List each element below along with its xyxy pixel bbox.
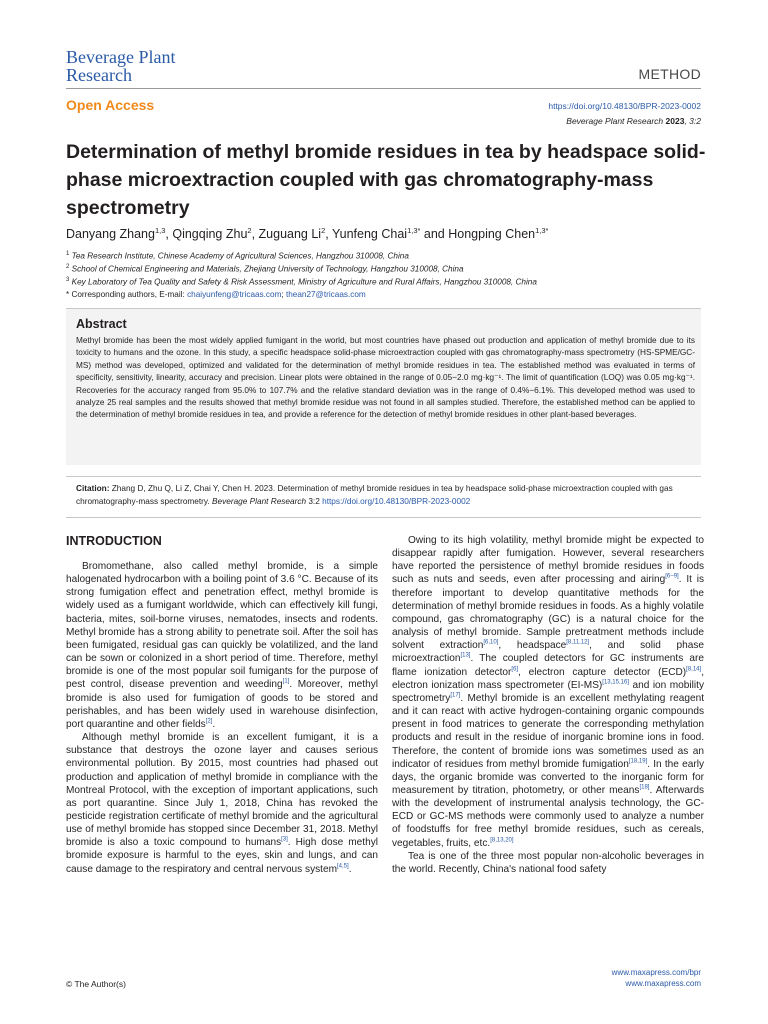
- citation-text: Citation: Zhang D, Zhu Q, Li Z, Chai Y, Chen H. 2023. Determination of methyl bromide residues in tea by headspace solid-phase microextraction coupled with gas chromatography-mass spectrometry. Beverage Plant Research 3:2 https://doi.org/10.48130/BPR-2023-0002: [76, 484, 673, 506]
- reference-link[interactable]: [3]: [281, 836, 288, 843]
- reference-link[interactable]: [17]: [450, 692, 461, 699]
- body-paragraph: Tea is one of the three most popular non-alcoholic beverages in the world. Recently, China's national food safety: [392, 850, 704, 875]
- reference-link[interactable]: [18,19]: [628, 758, 648, 765]
- author-name: Zuguang Li: [258, 227, 322, 242]
- copyright-notice: © The Author(s): [66, 979, 126, 989]
- citation-section: [66, 476, 701, 518]
- email-link[interactable]: chaiyunfeng@tricaas.com: [187, 289, 282, 299]
- author-affiliation-marker: 1,3: [154, 226, 166, 235]
- journal-cite-volume: , 3:2: [684, 116, 701, 126]
- abstract-section: [66, 308, 701, 465]
- reference-link[interactable]: [6,10]: [483, 639, 499, 646]
- body-paragraph: Owing to its high volatility, methyl bromide might be expected to disappear rapidly after fumigation. However, several researchers have reported the persistence of methyl bromide residues in foods such as nuts and seeds, even after processing and airing[6−9]. It is therefore important to develop quantitative methods for the determination of methyl bromide residues in foods. As a highly volatile compound, gas chromatography (GC) is a natural choice for the analysis of methyl bromide. Sample pretreatment methods include solvent extraction[6,10], headspace[8,11,12], and solid phase microextraction[13]. The coupled detectors for GC instruments are flame ionization detector[6], electron capture detector (ECD)[8,14], electron ionization mass spectrometer (EI-MS)[13,15,16] and ion mobility spectrometry[17]. Methyl bromide is an excellent methylating reagent and it can react with active hydrogen-containing organic compounds present in food matrices to generate the corresponding methylation products and result in the residue of inorganic bromine ions in food. Therefore, the content of bromide ions was sometimes used as an indicator of residues from methyl bromide fumigation[18,19]. In the early days, the organic bromide was converted to the inorganic form for measurement by titration, photometry, or other means[18]. Afterwards with the development of instrumental analysis technology, the GC-ECD or GC-MS methods were commonly used to analyze a number of foodstuffs for free methyl bromide residues, such as cereals, vegetables, fruits, etc.[8,13,20]: [392, 535, 705, 849]
- reference-link[interactable]: [6−9]: [665, 574, 679, 581]
- journal-logo-line1: Beverage Plant: [66, 47, 176, 67]
- right-column: [392, 534, 704, 876]
- section-heading-introduction: INTRODUCTION: [66, 534, 162, 548]
- reference-link[interactable]: [8,13,20]: [490, 837, 514, 844]
- reference-link[interactable]: [8,11,12]: [566, 639, 590, 646]
- author-list: Danyang Zhang$^{1,3}$, Qingqing Zhu$^2$, Zuguang Li$^2$, Yunfeng Chai$^{1,3*}$ and Hongping Chen$^{1,3*}$: [66, 226, 549, 242]
- journal-citation-line: [566, 116, 701, 126]
- article-type-label: METHOD: [638, 66, 701, 82]
- author-name: Danyang Zhang: [66, 227, 155, 242]
- left-column: [66, 534, 378, 876]
- author-affiliation-marker: 1,3*: [407, 226, 421, 235]
- footer-links: [612, 967, 701, 989]
- journal-logo[interactable]: [66, 48, 175, 84]
- author-name: Yunfeng Chai: [332, 227, 408, 242]
- affiliation-item: $^3$ Key Laboratory of Tea Quality and Safety & Risk Assessment, Ministry of Agriculture and Rural Affairs, Hangzhou 310008, China: [66, 277, 537, 288]
- affiliations: [66, 249, 537, 300]
- body-paragraph: Bromomethane, also called methyl bromide, is a simple halogenated hydrocarbon with a boiling point of 3.6 °C. Because of its strong fumigation effect and penetration effect, methyl bromide is widely used as a fumigant worldwide, which can effectively kill fungi, bacteria, mites, soil-borne viruses, nematodes, insects and rodents. Methyl bromide has a strong ability to penetrate soil. After the soil has been fumigated, residual gas can quickly be volatilized, and the land can be sown or colonized in a short period of time. Therefore, methyl bromide is one of the most popular soil fumigants for the purpose of pest control, disease prevention and weeding[1]. Moreover, methyl bromide is also used for fumigation of goods to be stored and perishables, and has been widely used in warehouse disinfection, port quarantine and other fields[2].: [66, 561, 378, 730]
- affiliation-item: $^1$ Tea Research Institute, Chinese Academy of Agricultural Sciences, Hangzhou 310008, China: [66, 251, 409, 261]
- reference-link[interactable]: [2]: [205, 718, 213, 725]
- corresponding-authors: * Corresponding authors, E-mail: chaiyunfeng@tricaas.com; thean27@tricaas.com: [66, 289, 366, 299]
- open-access-label: Open Access: [66, 97, 155, 113]
- abstract-text: Methyl bromide has been the most widely applied fumigant in the world, but most countries have phased out production and application of methyl bromide due to its toxicity to humans and the ozone. In this study, a specific headspace solid-phase microextraction coupled with gas chromatography-mass spectrometry (HS-SPME/GC-MS) method was developed, optimized and validated for the determination of methyl bromide residues in tea. The established method was evaluated in terms of specificity, sensitivity, linearity, accuracy and precision. Linear plots were obtained in the range of 0.05−2.0 mg·kg⁻¹. The limit of quantification (LOQ) was 0.05 mg·kg⁻¹. Recoveries for the accuracy ranged from 95.0% to 107.7% and the relative standard deviation was in the range of 0.4%−6.1%. This developed method was used to analyze 25 real samples and the results showed that methyl bromide residue was not found in all samples studied. Therefore, the established method can be applied to the determination of methyl bromide residues in tea, and provide a reference for the detection of methyl bromide residues in other plant-based beverages.: [76, 336, 695, 420]
- author-affiliation-marker: 2: [321, 226, 326, 235]
- citation-label: Citation:: [76, 484, 110, 493]
- author-affiliation-marker: 1,3*: [535, 226, 549, 235]
- journal-cite-year: 2023: [665, 116, 685, 126]
- footer-link[interactable]: www.maxapress.com: [625, 979, 701, 988]
- reference-link[interactable]: [13,15,16]: [602, 679, 629, 686]
- journal-cite-name: Beverage Plant Research: [566, 116, 664, 126]
- header-divider: [66, 88, 701, 89]
- citation-journal: Beverage Plant Research: [212, 496, 307, 506]
- doi-link[interactable]: https://doi.org/10.48130/BPR-2023-0002: [548, 101, 701, 111]
- reference-link[interactable]: [8,14]: [686, 666, 702, 673]
- reference-link[interactable]: [4,5]: [337, 863, 349, 870]
- email-link[interactable]: thean27@tricaas.com: [285, 289, 366, 299]
- affiliation-item: $^2$ School of Chemical Engineering and Materials, Zhejiang University of Technology, Hangzhou 310008, China: [66, 264, 464, 274]
- author-name: Qingqing Zhu: [172, 227, 248, 242]
- author-affiliation-marker: 2: [247, 226, 252, 235]
- citation-doi-link[interactable]: https://doi.org/10.48130/BPR-2023-0002: [322, 496, 471, 506]
- author-name: Hongping Chen: [448, 227, 536, 242]
- abstract-heading: Abstract: [76, 317, 127, 331]
- reference-link[interactable]: [18]: [639, 784, 650, 791]
- journal-logo-line2: Research: [66, 65, 132, 85]
- reference-link[interactable]: [13]: [460, 653, 471, 660]
- reference-link[interactable]: [6]: [511, 666, 519, 673]
- footer-link[interactable]: www.maxapress.com/bpr: [611, 968, 701, 977]
- article-title: Determination of methyl bromide residues in tea by headspace solid-phase microextraction coupled with gas chromatography-mass spectrometry: [66, 141, 706, 219]
- body-paragraph: Although methyl bromide is an excellent fumigant, it is a substance that destroys the ozone layer and causes serious environmental pollution. By 2015, most countries had phased out production and application of methyl bromide in compliance with the Montreal Protocol, with the exception of important applications, such as port quarantine. Since July 1, 2018, China has revoked the pesticide registration certificate of methyl bromide and the agricultural use of methyl bromide has stopped since December 31, 2018. Methyl bromide is also a toxic compound to humans[3]. High dose methyl bromide exposure is harmful to the eyes, skin and lungs, and can cause damage to the respiratory and central nervous system[4,5].: [66, 732, 378, 875]
- reference-link[interactable]: [1]: [282, 679, 290, 686]
